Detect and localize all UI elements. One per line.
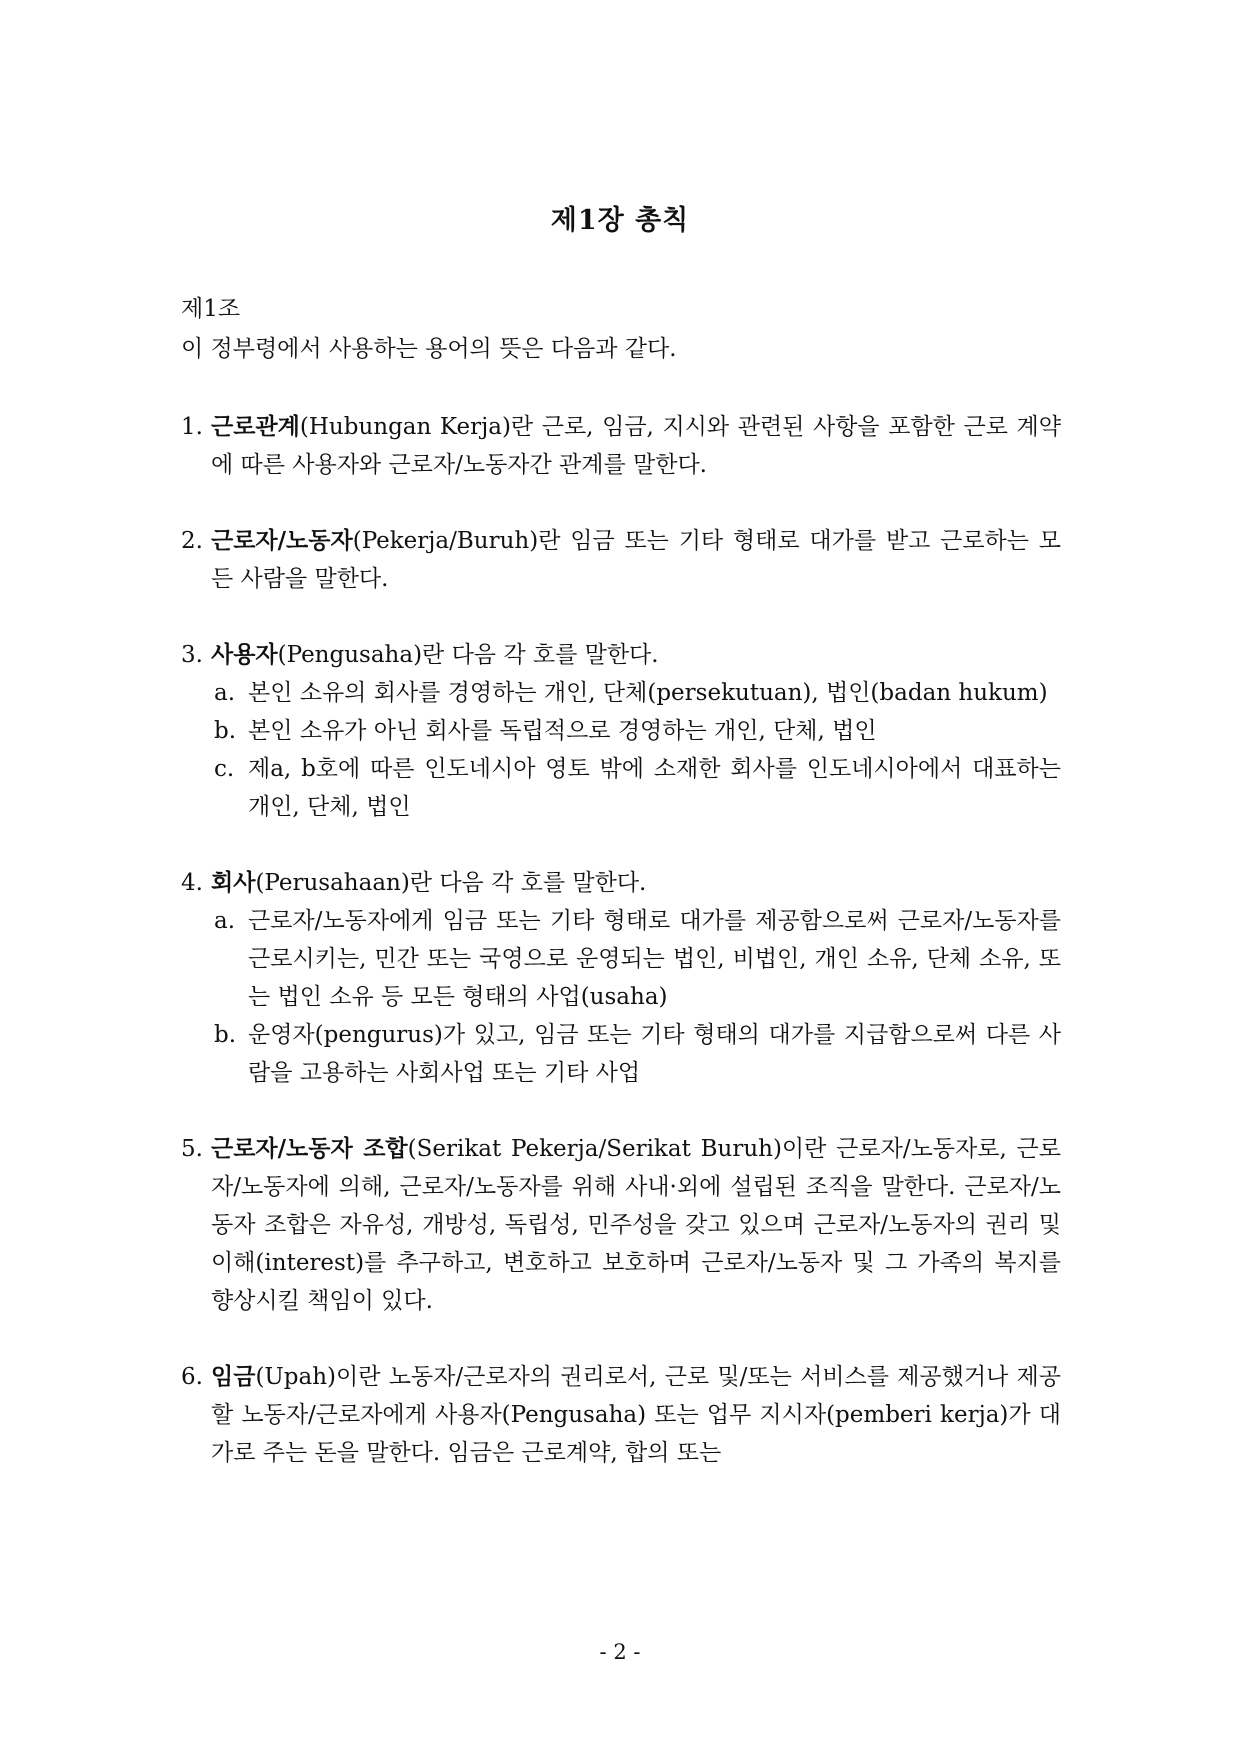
item-number: 1. [181, 414, 203, 440]
sub-item-a [214, 674, 1061, 712]
item-text: (Perusahaan)란 다음 각 호를 말한다. [255, 870, 647, 896]
definition-list [181, 408, 1061, 1510]
item-number: 5. [181, 1136, 203, 1162]
item-number: 6. [181, 1364, 203, 1390]
definition-item-6 [181, 1358, 1061, 1472]
sub-text: 운영자(pengurus)가 있고, 임금 또는 기타 형태의 대가를 지급함으로써 다른 사람을 고용하는 사회사업 또는 기타 사업 [248, 1022, 1061, 1086]
item-body [211, 408, 1061, 484]
item-term: 회사 [211, 869, 256, 896]
sub-letter: a. [214, 680, 236, 706]
article-label: 제1조 [181, 296, 241, 322]
chapter-title: 제1장 총칙 [550, 205, 690, 236]
definition-item-2 [181, 522, 1061, 598]
item-term: 근로관계 [211, 413, 300, 440]
item-term: 근로자/노동자 [211, 527, 353, 554]
item-number: 3. [181, 642, 203, 668]
article-intro: 이 정부령에서 사용하는 용어의 뜻은 다음과 같다. [181, 336, 677, 362]
sub-text: 본인 소유의 회사를 경영하는 개인, 단체(persekutuan), 법인(badan hukum) [248, 680, 1048, 706]
item-number: 4. [181, 870, 203, 896]
item-body [211, 864, 1061, 902]
item-term: 임금 [211, 1363, 256, 1390]
sub-letter: c. [214, 756, 235, 782]
item-text: (Pekerja/Buruh)란 임금 또는 기타 형태로 대가를 받고 근로하는 모든 사람을 말한다. [211, 528, 1061, 592]
item-text: (Pengusaha)란 다음 각 호를 말한다. [277, 642, 659, 668]
sub-letter: a. [214, 908, 236, 934]
page-number: - 2 - [599, 1640, 641, 1664]
item-body [211, 636, 1061, 674]
item-term: 근로자/노동자 조합 [211, 1135, 408, 1162]
sub-item-b [214, 712, 1061, 750]
definition-item-4 [181, 864, 1061, 1092]
item-text: (Upah)이란 노동자/근로자의 권리로서, 근로 및/또는 서비스를 제공했거나 제공할 노동자/근로자에게 사용자(Pengusaha) 또는 업무 지시자(pemberi kerja)가 대가로 주는 돈을 말한다. 임금은 근로계약, 합의 또는 [211, 1364, 1061, 1466]
sub-letter: b. [214, 718, 237, 744]
item-body [211, 1130, 1061, 1320]
sub-item-a [214, 902, 1061, 1016]
item-number: 2. [181, 528, 203, 554]
sub-letter: b. [214, 1022, 237, 1048]
sub-item-b [214, 1016, 1061, 1092]
definition-item-5 [181, 1130, 1061, 1320]
item-body [211, 522, 1061, 598]
item-text: (Serikat Pekerja/Serikat Buruh)이란 근로자/노동자로, 근로자/노동자에 의해, 근로자/노동자를 위해 사내·외에 설립된 조직을 말한다. 근로자/노동자 조합은 자유성, 개방성, 독립성, 민주성을 갖고 있으며 근로자/노동자의 권리 및 이해(interest)를 추구하고, 변호하고 보호하며 근로자/노동자 및 그 가족의 복지를 향상시킬 책임이 있다. [211, 1136, 1061, 1314]
sub-item-c [214, 750, 1061, 826]
item-body [211, 1358, 1061, 1472]
item-term: 사용자 [211, 641, 278, 668]
sub-text: 근로자/노동자에게 임금 또는 기타 형태로 대가를 제공함으로써 근로자/노동자를 근로시키는, 민간 또는 국영으로 운영되는 법인, 비법인, 개인 소유, 단체 소유, 또는 법인 소유 등 모든 형태의 사업(usaha) [248, 908, 1061, 1010]
sub-text: 본인 소유가 아닌 회사를 독립적으로 경영하는 개인, 단체, 법인 [248, 718, 877, 744]
definition-item-3 [181, 636, 1061, 826]
item-text: (Hubungan Kerja)란 근로, 임금, 지시와 관련된 사항을 포함한 근로 계약에 따른 사용자와 근로자/노동자간 관계를 말한다. [211, 414, 1061, 478]
definition-item-1 [181, 408, 1061, 484]
sub-text: 제a, b호에 따른 인도네시아 영토 밖에 소재한 회사를 인도네시아에서 대표하는 개인, 단체, 법인 [248, 756, 1061, 820]
